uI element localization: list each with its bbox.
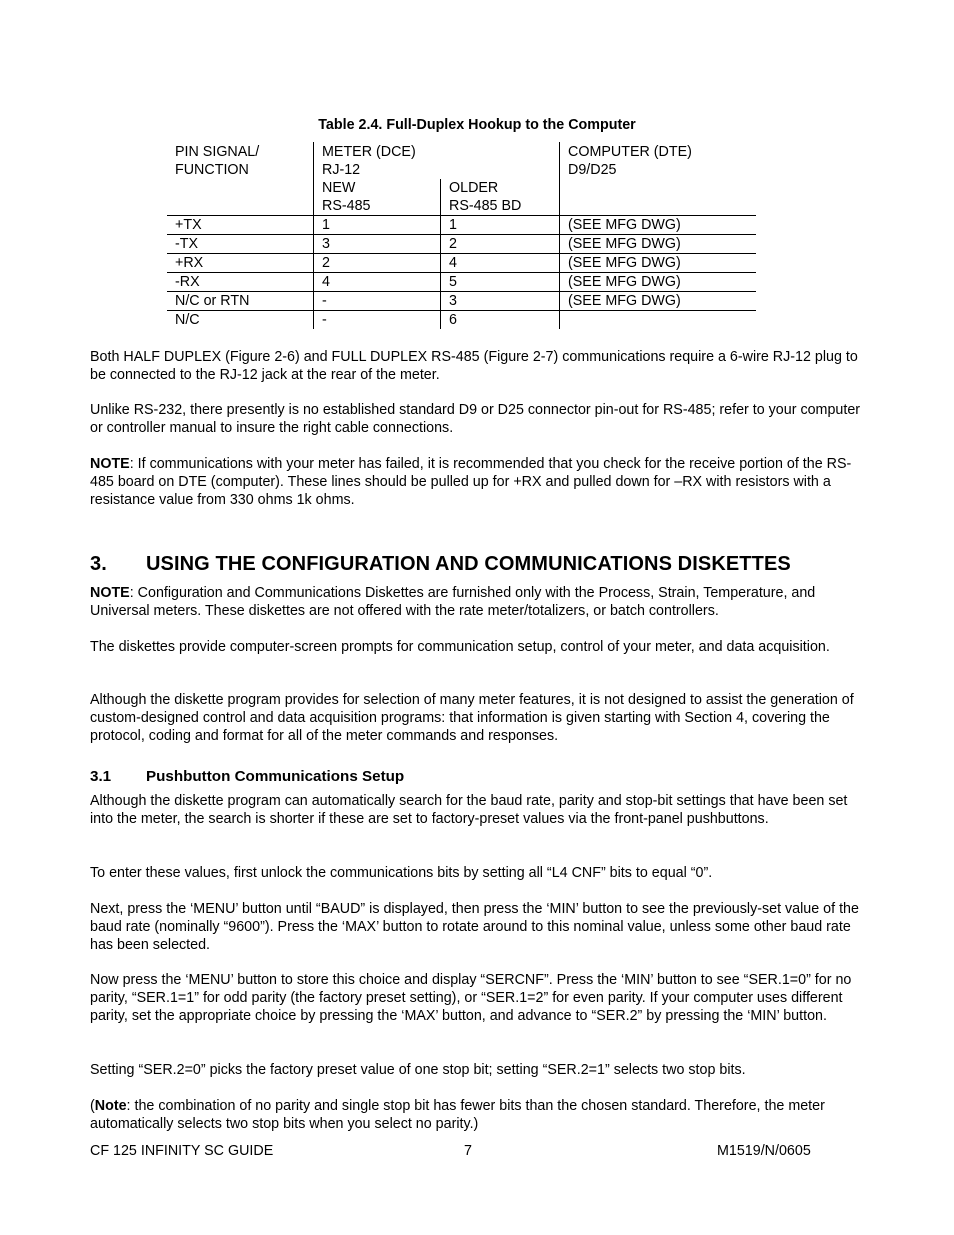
- cell-signal: +TX: [167, 216, 314, 235]
- note-text: : Configuration and Communications Diskettes are furnished only with the Process, Strain, Temperature, and Universal meters. These diskettes are not offered with the rate meter/totalizers, or batch controllers.: [90, 585, 816, 619]
- header-meter-line2: RJ-12: [322, 162, 361, 178]
- cell-older: 2: [441, 235, 560, 254]
- header-older-line2: RS-485 BD: [449, 198, 522, 214]
- section-3-1-heading: [90, 768, 404, 785]
- cell-new: 2: [314, 254, 441, 273]
- cell-new: -: [314, 311, 441, 330]
- note-label: Note: [94, 1098, 127, 1114]
- header-meter: [314, 142, 560, 179]
- header-pin-signal: [167, 142, 314, 216]
- paragraph-diskettes-limits: Although the diskette program provides for selection of many meter features, it is not designed to assist the generation of custom-designed control and data acquisition programs: that information is given starting with Section 4, covering the protocol, coding and format for all of the meter commands and responses.: [90, 692, 854, 744]
- footer-guide-title: CF 125 INFINITY SC GUIDE: [90, 1143, 274, 1159]
- cell-new: 4: [314, 273, 441, 292]
- section-3-heading: [90, 553, 791, 576]
- header-computer-line2: D9/D25: [568, 162, 617, 178]
- table-row: [167, 235, 756, 254]
- table-row: [167, 273, 756, 292]
- table-row: [167, 216, 756, 235]
- note-label: NOTE: [90, 585, 130, 601]
- note-open-paren: (: [90, 1098, 95, 1114]
- note-label: NOTE: [90, 456, 130, 472]
- cell-computer: (SEE MFG DWG): [560, 292, 757, 311]
- cell-signal: +RX: [167, 254, 314, 273]
- cell-new: 3: [314, 235, 441, 254]
- header-computer-line1: COMPUTER (DTE): [568, 144, 692, 160]
- cell-older: 6: [441, 311, 560, 330]
- note-text: : If communications with your meter has failed, it is recommended that you check for the receive portion of the RS-485 board on DTE (computer). These lines should be pulled up for +RX and pulled down for –RX with resistors with a resistance value from 330 ohms 1k ohms.: [90, 456, 852, 508]
- paragraph-rs232-comparison: Unlike RS-232, there presently is no established standard D9 or D25 connector pin-out for RS-485; refer to your computer or controller manual to insure the right cable connections.: [90, 402, 861, 436]
- table-row: [167, 311, 756, 330]
- header-older: [441, 179, 560, 216]
- paragraph-search-settings: Although the diskette program can automatically search for the baud rate, parity and stop-bit settings that have been set into the meter, the search is shorter if these are set to factory-preset values via the front-panel pushbuttons.: [90, 793, 848, 827]
- section-3-1-number: 3.1: [90, 768, 112, 785]
- cell-signal: -RX: [167, 273, 314, 292]
- paragraph-parity-setup: Now press the ‘MENU’ button to store this choice and display “SERCNF”. Press the ‘MIN’ button to see “SER.1=0” for no parity, “SER.1=1” for odd parity (the factory preset setting), or “SER.1=2” for even parity. If your computer uses different parity, set the appropriate choice by pressing the ‘MAX’ button, and advance to “SER.2” by pressing the ‘MIN’ button.: [90, 972, 852, 1024]
- paragraph-stop-bits: Setting “SER.2=0” picks the factory preset value of one stop bit; setting “SER.2=1” selects two stop bits.: [90, 1062, 746, 1078]
- header-new-line1: NEW: [322, 180, 356, 196]
- cell-older: 3: [441, 292, 560, 311]
- footer-page-number: 7: [464, 1143, 472, 1159]
- cell-older: 5: [441, 273, 560, 292]
- paragraph-diskettes-note: [90, 584, 870, 620]
- cell-signal: -TX: [167, 235, 314, 254]
- cell-signal: N/C: [175, 312, 200, 328]
- table-row: [167, 292, 756, 311]
- section-3-number: 3.: [90, 553, 107, 575]
- paragraph-failure-note: [90, 455, 870, 509]
- cell-computer: (SEE MFG DWG): [560, 254, 757, 273]
- paragraph-duplex-requirement: Both HALF DUPLEX (Figure 2-6) and FULL DUPLEX RS-485 (Figure 2-7) communications require a 6-wire RJ-12 plug to be connected to the RJ-12 jack at the rear of the meter.: [90, 349, 858, 383]
- cell-older: 4: [441, 254, 560, 273]
- section-3-title: USING THE CONFIGURATION AND COMMUNICATIONS DISKETTES: [146, 553, 791, 575]
- table-header-row: [167, 142, 756, 179]
- header-pin-signal-line1: PIN SIGNAL/: [175, 144, 260, 160]
- header-meter-line1: METER (DCE): [322, 144, 416, 160]
- cell-signal: N/C or RTN: [167, 292, 314, 311]
- table-caption: Table 2.4. Full-Duplex Hookup to the Computer: [318, 117, 636, 133]
- header-new-line2: RS-485: [322, 198, 371, 214]
- table-row: [167, 254, 756, 273]
- paragraph-diskettes-prompts: The diskettes provide computer-screen prompts for communication setup, control of your meter, and data acquisition.: [90, 639, 830, 655]
- cell-computer: [560, 311, 757, 330]
- header-older-line1: OLDER: [449, 180, 499, 196]
- section-3-1-title: Pushbutton Communications Setup: [146, 768, 405, 785]
- cell-computer: (SEE MFG DWG): [560, 235, 757, 254]
- header-computer: [560, 142, 757, 216]
- header-pin-signal-line2: FUNCTION: [175, 162, 249, 178]
- cell-computer: (SEE MFG DWG): [560, 216, 757, 235]
- cell-new: -: [314, 292, 441, 311]
- paragraph-unlock-bits: To enter these values, first unlock the communications bits by setting all “L4 CNF” bits to equal “0”.: [90, 865, 713, 881]
- footer-document-code: M1519/N/0605: [717, 1143, 811, 1159]
- cell-older: 1: [441, 216, 560, 235]
- note-text: : the combination of no parity and single stop bit has fewer bits than the chosen standard. Therefore, the meter automatically selects two stop bits when you select no parity.): [90, 1098, 825, 1132]
- cell-new: 1: [314, 216, 441, 235]
- cell-computer: (SEE MFG DWG): [560, 273, 757, 292]
- header-new: [314, 179, 441, 216]
- hookup-table: [167, 142, 756, 329]
- paragraph-parity-note: [90, 1097, 870, 1133]
- paragraph-baud-setup: Next, press the ‘MENU’ button until “BAUD” is displayed, then press the ‘MIN’ button to see the previously-set value of the baud rate (nominally “9600”). Press the ‘MAX’ button to rotate around to this nominal value, unless some other baud rate has been selected.: [90, 901, 859, 953]
